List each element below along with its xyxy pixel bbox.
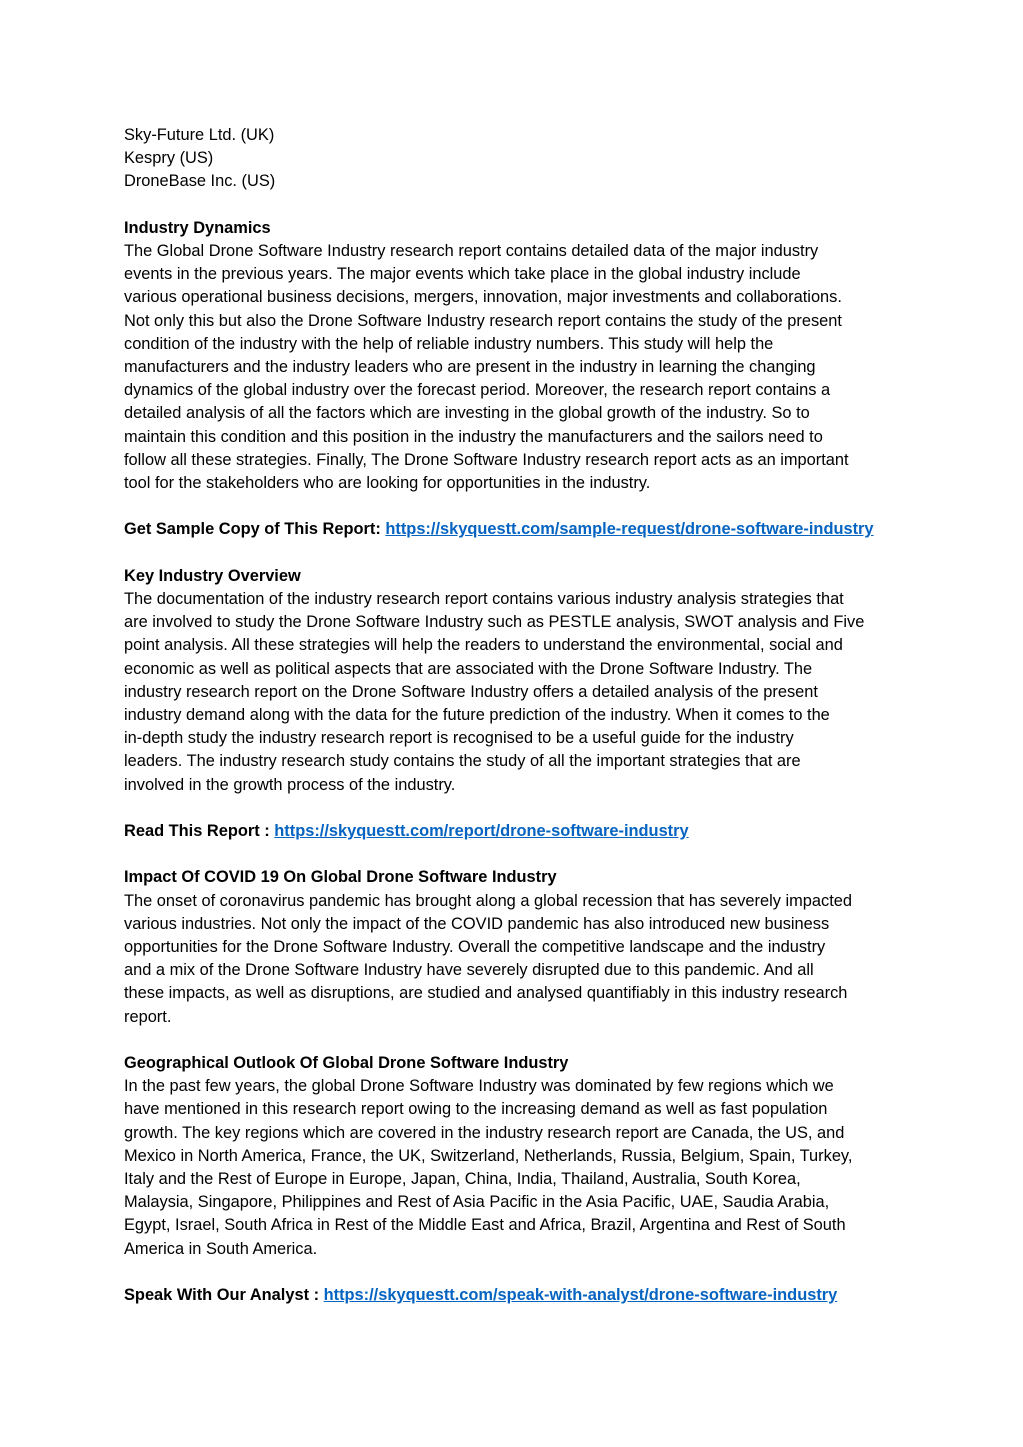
paragraph-line: point analysis. All these strategies will help the readers to understand the environmental, social and	[124, 636, 843, 655]
paragraph-line: involved in the growth process of the industry.	[124, 775, 456, 794]
paragraph-line: detailed analysis of all the factors which are investing in the global growth of the industry. So to	[124, 404, 810, 423]
read-report-label: Read This Report :	[124, 822, 275, 841]
paragraph-line: various industries. Not only the impact of the COVID pandemic has also introduced new business	[124, 914, 830, 933]
section-heading: Geographical Outlook Of Global Drone Software Industry	[124, 1054, 569, 1073]
company-item: Kespry (US)	[124, 149, 214, 168]
section-heading: Impact Of COVID 19 On Global Drone Software Industry	[124, 868, 557, 887]
geographical-outlook-section	[124, 1052, 899, 1261]
paragraph-line: Italy and the Rest of Europe in Europe, Japan, China, India, Thailand, Australia, South Korea,	[124, 1170, 801, 1189]
industry-dynamics-section	[124, 217, 899, 495]
paragraph-line: industry demand along with the data for the future prediction of the industry. When it comes to the	[124, 706, 830, 725]
paragraph-line: In the past few years, the global Drone Software Industry was dominated by few regions which we	[124, 1077, 834, 1096]
read-report-line	[124, 820, 899, 843]
paragraph-line: growth. The key regions which are covered in the industry research report are Canada, the US, and	[124, 1123, 845, 1142]
company-list	[124, 124, 899, 194]
paragraph-line: Mexico in North America, France, the UK, Switzerland, Netherlands, Russia, Belgium, Spain, Turkey,	[124, 1146, 853, 1165]
paragraph-line: Egypt, Israel, South Africa in Rest of the Middle East and Africa, Brazil, Argentina and Rest of South	[124, 1216, 846, 1235]
speak-analyst-line	[124, 1284, 899, 1307]
speak-analyst-label: Speak With Our Analyst :	[124, 1286, 324, 1305]
paragraph-line: events in the previous years. The major events which take place in the global industry include	[124, 265, 801, 284]
company-item: DroneBase Inc. (US)	[124, 172, 276, 191]
read-report-link[interactable]: https://skyquestt.com/report/drone-software-industry	[274, 822, 689, 841]
paragraph-line: opportunities for the Drone Software Industry. Overall the competitive landscape and the industry	[124, 938, 826, 957]
sample-copy-line	[124, 518, 899, 541]
sample-request-link[interactable]: https://skyquestt.com/sample-request/drone-software-industry	[385, 520, 874, 539]
paragraph-line: The documentation of the industry research report contains various industry analysis strategies that	[124, 590, 844, 609]
document-page	[124, 124, 899, 1330]
paragraph-line: economic as well as political aspects that are associated with the Drone Software Industry. The	[124, 659, 813, 678]
paragraph-line: America in South America.	[124, 1239, 318, 1258]
section-heading: Key Industry Overview	[124, 566, 301, 585]
paragraph-line: dynamics of the global industry over the forecast period. Moreover, the research report contains a	[124, 381, 831, 400]
speak-analyst-link[interactable]: https://skyquestt.com/speak-with-analyst/drone-software-industry	[323, 1286, 838, 1305]
paragraph-line: The onset of coronavirus pandemic has brought along a global recession that has severely impacted	[124, 891, 852, 910]
paragraph-line: have mentioned in this research report owing to the increasing demand as well as fast population	[124, 1100, 828, 1119]
covid-impact-section	[124, 866, 899, 1028]
paragraph-line: these impacts, as well as disruptions, are studied and analysed quantifiably in this industry research	[124, 984, 848, 1003]
paragraph-line: manufacturers and the industry leaders who are present in the industry in learning the changing	[124, 358, 816, 377]
paragraph-line: Malaysia, Singapore, Philippines and Rest of Asia Pacific in the Asia Pacific, UAE, Saudia Arabia,	[124, 1193, 830, 1212]
paragraph-line: follow all these strategies. Finally, The Drone Software Industry research report acts as an important	[124, 450, 849, 469]
paragraph-line: tool for the stakeholders who are looking for opportunities in the industry.	[124, 474, 651, 493]
paragraph-line: leaders. The industry research study contains the study of all the important strategies that are	[124, 752, 801, 771]
paragraph-line: are involved to study the Drone Software Industry such as PESTLE analysis, SWOT analysis and Five	[124, 613, 865, 632]
paragraph-line: Not only this but also the Drone Software Industry research report contains the study of the present	[124, 311, 842, 330]
speak-analyst-section	[124, 1284, 899, 1307]
paragraph-line: condition of the industry with the help of reliable industry numbers. This study will help the	[124, 334, 774, 353]
paragraph-line: report.	[124, 1007, 172, 1026]
read-report-section	[124, 820, 899, 843]
sample-copy-label: Get Sample Copy of This Report:	[124, 520, 386, 539]
sample-copy-section	[124, 518, 899, 541]
company-item: Sky-Future Ltd. (UK)	[124, 126, 275, 144]
paragraph-line: maintain this condition and this position in the industry the manufacturers and the sailors need to	[124, 427, 823, 446]
paragraph-line: and a mix of the Drone Software Industry have severely disrupted due to this pandemic. And all	[124, 961, 814, 980]
paragraph-line: The Global Drone Software Industry research report contains detailed data of the major industry	[124, 242, 819, 260]
paragraph-line: in-depth study the industry research report is recognised to be a useful guide for the industry	[124, 729, 794, 748]
paragraph-line: various operational business decisions, mergers, innovation, major investments and collaborations.	[124, 288, 842, 307]
paragraph-line: industry research report on the Drone Software Industry offers a detailed analysis of the present	[124, 682, 818, 701]
key-industry-overview-section	[124, 565, 899, 797]
section-heading: Industry Dynamics	[124, 218, 271, 237]
